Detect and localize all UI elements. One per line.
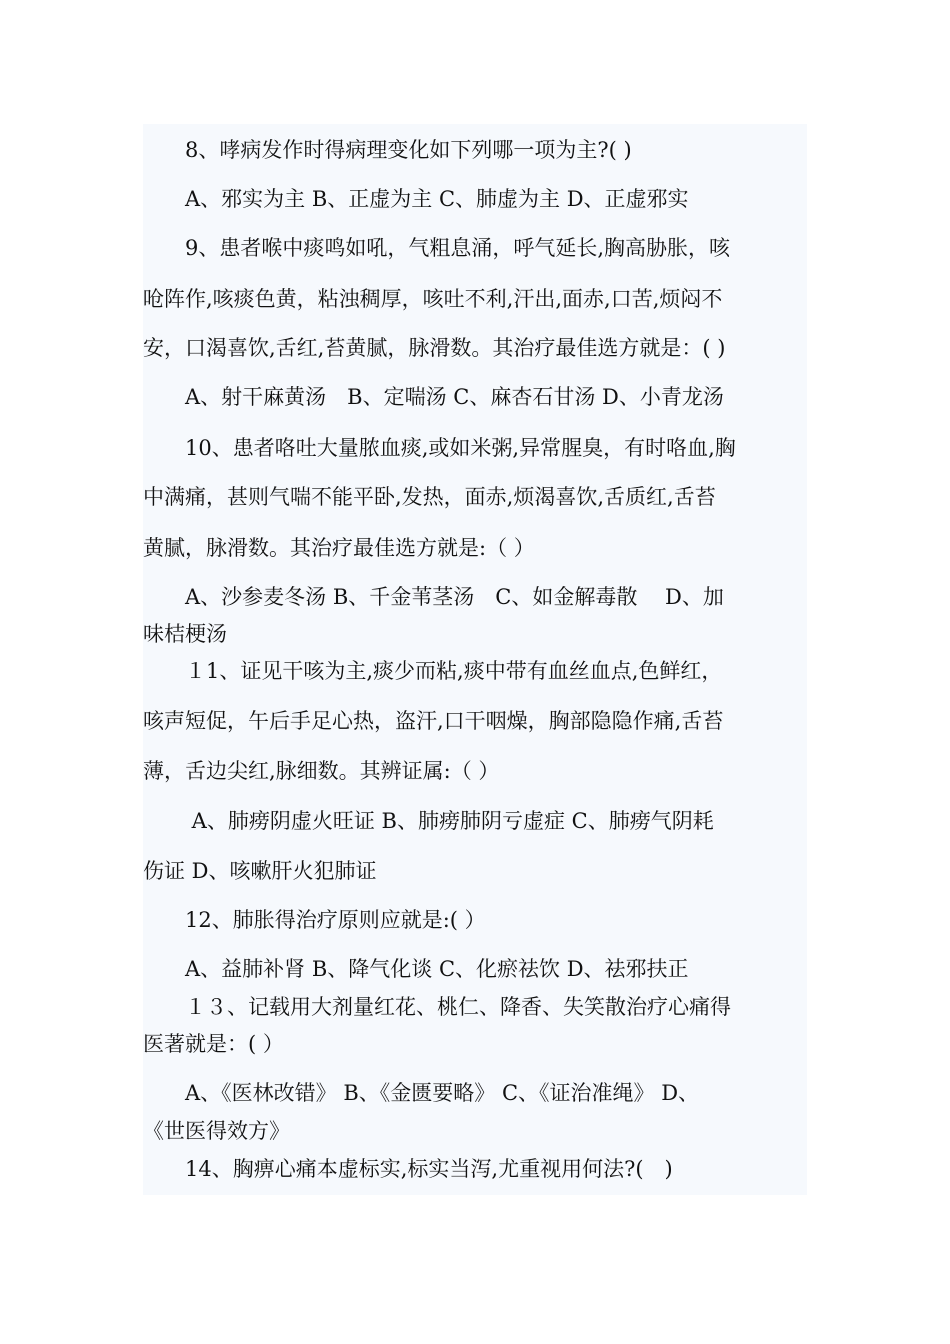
question-13-options-1: A、《医林改错》 B、《金匮要略》 C、《证治准绳》 D、: [143, 1081, 700, 1105]
question-12-options: A、益肺补肾 B、降气化谈 C、化瘀祛饮 D、祛邪扶正: [143, 957, 689, 981]
question-8-options: A、邪实为主 B、正虚为主 C、肺虚为主 D、正虚邪实: [143, 187, 689, 211]
question-11-line-2: 咳声短促，午后手足心热，盗汗,口干咽燥，胸部隐隐作痛,舌苔: [143, 709, 724, 733]
question-13-line-2: 医著就是：( ）: [143, 1032, 284, 1056]
question-14: 14、胸痹心痛本虚标实,标实当泻,尤重视用何法?( ): [143, 1157, 673, 1181]
question-11-options-2: 伤证 D、咳嗽肝火犯肺证: [143, 859, 377, 883]
question-10-line-3: 黄腻，脉滑数。其治疗最佳选方就是:（ ）: [143, 536, 535, 560]
question-13-line-1: １３、记载用大剂量红花、桃仁、降香、失笑散治疗心痛得: [143, 995, 731, 1019]
document-body: [143, 124, 807, 1195]
question-11-line-1: １1、证见干咳为主,痰少而粘,痰中带有血丝血点,色鲜红，: [143, 659, 723, 683]
question-12: 12、肺胀得治疗原则应就是:( ）: [143, 908, 486, 932]
question-10-line-1: 10、患者咯吐大量脓血痰,或如米粥,异常腥臭，有时咯血,胸: [143, 436, 736, 460]
question-8: 8、哮病发作时得病理变化如下列哪一项为主?( ): [143, 138, 632, 162]
question-13-options-2: 《世医得效方》: [143, 1119, 290, 1143]
question-10-options-2: 味桔梗汤: [143, 622, 227, 646]
question-9-options: A、射干麻黄汤 B、定喘汤 C、麻杏石甘汤 D、小青龙汤: [143, 385, 724, 409]
question-9-line-3: 安，口渴喜饮,舌红,苔黄腻，脉滑数。其治疗最佳选方就是：( ): [143, 336, 726, 360]
question-11-options-1: A、肺痨阴虚火旺证 B、肺痨肺阴亏虚症 C、肺痨气阴耗: [143, 809, 714, 833]
question-9-line-2: 呛阵作,咳痰色黄，粘浊稠厚，咳吐不利,汗出,面赤,口苦,烦闷不: [143, 287, 723, 311]
question-10-options-1: A、沙参麦冬汤 B、千金苇茎汤 C、如金解毒散 D、加: [143, 585, 724, 609]
question-11-line-3: 薄，舌边尖红,脉细数。其辨证属:（ ）: [143, 759, 500, 783]
question-9-line-1: 9、患者喉中痰鸣如吼，气粗息涌，呼气延长,胸高胁胀，咳: [143, 236, 731, 260]
question-10-line-2: 中满痛，甚则气喘不能平卧,发热，面赤,烦渴喜饮,舌质红,舌苔: [143, 485, 716, 509]
